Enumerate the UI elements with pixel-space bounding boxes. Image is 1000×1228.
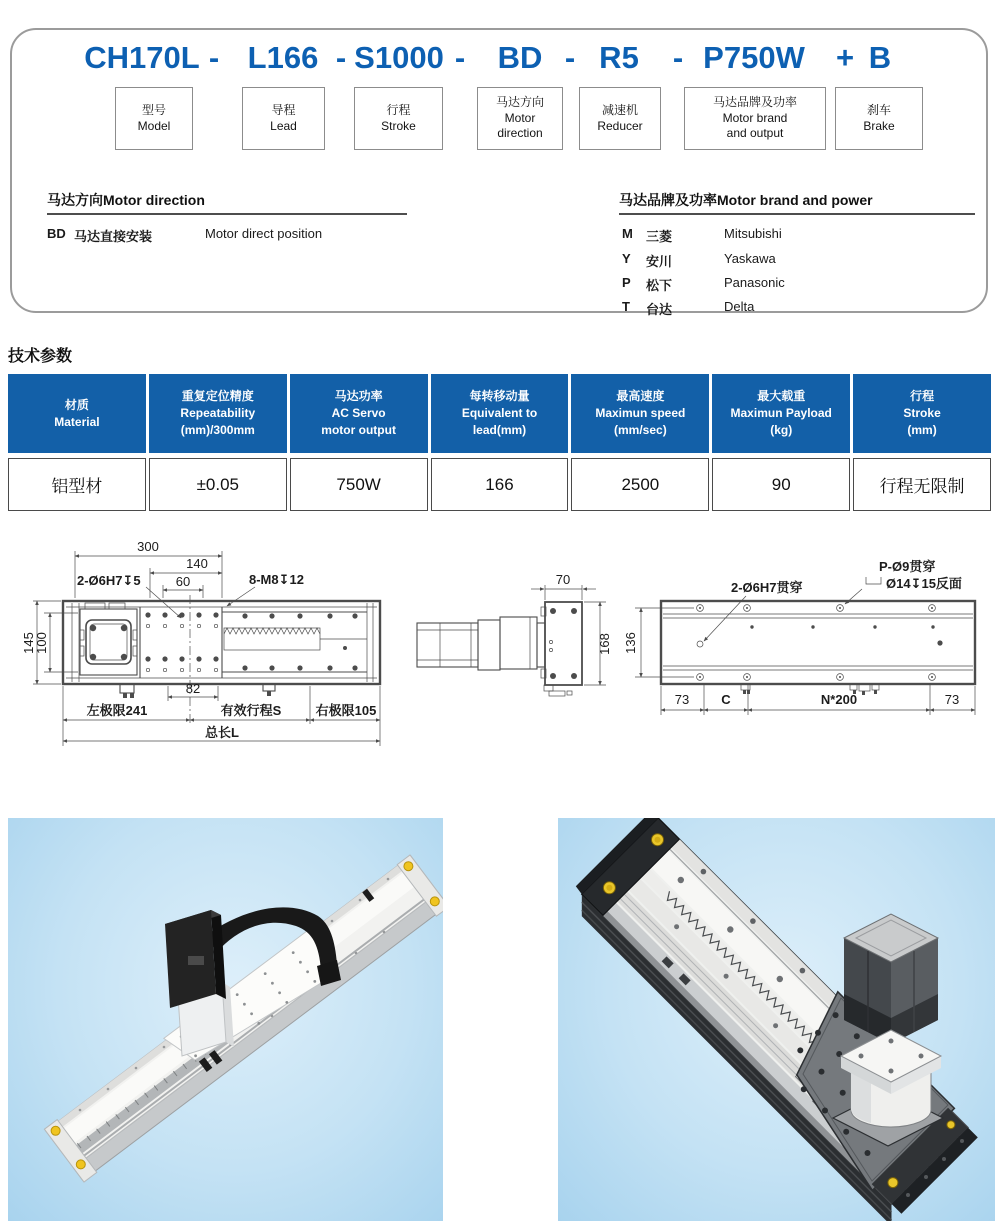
- brand-cn: 三菱: [646, 229, 673, 244]
- header-line: 材质: [64, 397, 89, 412]
- bumper-yellow: [888, 1178, 898, 1188]
- code-box-en: Lead: [270, 118, 297, 133]
- effective-stroke-label: 有效行程S: [220, 703, 282, 718]
- divider: [619, 213, 975, 215]
- header-lead-equivalent: [431, 374, 569, 453]
- rail-holes: [242, 613, 357, 670]
- cbore-label-2: Ø14↧15反面: [886, 576, 962, 591]
- header-line: motor output: [321, 422, 396, 437]
- code-box-en: Reducer: [597, 118, 643, 133]
- direction-code: BD: [47, 226, 66, 241]
- header-material: [8, 374, 146, 453]
- brand-en: Mitsubishi: [724, 226, 782, 241]
- header-line: 重复定位精度: [181, 389, 254, 404]
- model-separator: -: [564, 40, 576, 75]
- direction-cn: 马达直接安装: [74, 229, 153, 244]
- motor-body: [844, 914, 938, 1044]
- direction-en: Motor direct position: [205, 226, 323, 241]
- code-box-cn: 马达品牌及功率: [712, 95, 797, 110]
- model-code-card: [10, 28, 988, 317]
- model-segment-power: P750W: [703, 40, 805, 75]
- motor-direction-heading: 马达方向Motor direction: [47, 192, 205, 208]
- header-line: (mm/sec): [614, 422, 667, 437]
- code-box-brake: [835, 87, 923, 150]
- value-max-speed: 2500: [571, 458, 709, 511]
- value-motor-output: 750W: [290, 458, 428, 511]
- model-segment-reducer: R5: [599, 40, 639, 75]
- brand-code: T: [622, 299, 630, 314]
- model-segment-brake: B: [868, 40, 892, 75]
- brand-cn: 安川: [646, 254, 673, 269]
- specs-section-title: 技术参数: [8, 348, 73, 365]
- product-render-left: [8, 818, 443, 1221]
- dim-70: 70: [555, 572, 571, 587]
- brand-cn: 松下: [646, 278, 673, 293]
- header-max-payload: [712, 374, 850, 453]
- code-box-cn: 刹车: [866, 102, 891, 117]
- bumper-yellow: [947, 1121, 955, 1129]
- code-box-direction: [477, 87, 563, 150]
- model-separator: -: [335, 40, 347, 75]
- header-line: 最高速度: [616, 389, 665, 404]
- code-box-cn: 行程: [386, 102, 411, 117]
- brand-en: Delta: [724, 299, 755, 314]
- code-box-model: [115, 87, 193, 150]
- through-hole-label: 2-Ø6H7贯穿: [731, 580, 803, 595]
- header-line: AC Servo: [331, 406, 386, 421]
- header-line: 最大载重: [757, 389, 806, 404]
- dim-60: 60: [175, 574, 191, 589]
- code-box-stroke: [354, 87, 443, 150]
- header-line: Maximun speed: [595, 406, 686, 421]
- mount-holes: [697, 605, 943, 681]
- dim-82: 82: [185, 681, 201, 696]
- specs-table-row: [8, 458, 991, 511]
- brand-code: M: [622, 226, 633, 241]
- model-segment-direction: BD: [497, 40, 543, 75]
- code-box-en: Stroke: [381, 118, 416, 133]
- model-segment-stroke: S1000: [354, 40, 444, 75]
- header-line: lead(mm): [472, 422, 527, 437]
- right-limit-label: 右极限105: [315, 703, 377, 718]
- drawing-bottom-view: [623, 559, 975, 715]
- header-line: Stroke: [903, 406, 941, 421]
- header-line: (kg): [770, 422, 793, 437]
- dim-140: 140: [186, 556, 208, 571]
- model-segment-lead: L166: [247, 40, 319, 75]
- header-line: (mm): [907, 422, 937, 437]
- value-max-payload: 90: [712, 458, 850, 511]
- divider: [47, 213, 407, 215]
- code-box-cn: 型号: [141, 102, 166, 117]
- drawing-side-view: [417, 572, 612, 696]
- header-line: 每转移动量: [469, 389, 530, 404]
- carriage-holes: [145, 612, 218, 671]
- code-box-en: Motor direction: [497, 110, 543, 141]
- drawing-top-view: [21, 539, 380, 746]
- motor-black: [165, 910, 226, 1008]
- header-line: Repeatability: [180, 406, 256, 421]
- header-line: 行程: [910, 389, 935, 404]
- hole-label-m8: 8-M8↧12: [249, 572, 304, 587]
- header-repeatability: [149, 374, 287, 453]
- dim-300: 300: [137, 539, 159, 554]
- dim-136: 136: [623, 632, 638, 654]
- header-line: Material: [54, 414, 100, 429]
- code-box-reducer: [579, 87, 661, 150]
- rack-teeth: [224, 628, 320, 634]
- left-limit-label: 左极限241: [86, 703, 148, 718]
- dim-pitch: N*200: [820, 692, 858, 707]
- product-photo-right: [558, 818, 995, 1221]
- header-motor-output: [290, 374, 428, 453]
- header-line: 马达功率: [334, 389, 383, 404]
- motor-brand-heading: 马达品牌及功率Motor brand and power: [619, 192, 873, 208]
- code-box-en: Model: [137, 118, 171, 133]
- dim-168: 168: [597, 633, 612, 655]
- dim-73-right: 73: [944, 692, 960, 707]
- header-line: (mm)/300mm: [180, 422, 255, 437]
- brand-en: Yaskawa: [724, 251, 776, 266]
- value-repeatability: ±0.05: [149, 458, 287, 511]
- code-box-en: Brake: [863, 118, 895, 133]
- model-separator: -: [208, 40, 220, 75]
- product-render-right: [558, 818, 995, 1221]
- total-length-label: 总长L: [205, 725, 239, 740]
- product-photo-left: [8, 818, 443, 1221]
- brand-en: Panasonic: [724, 275, 785, 290]
- code-box-brand: [684, 87, 826, 150]
- specs-table-header: [8, 374, 991, 453]
- code-box-cn: 导程: [271, 102, 296, 117]
- value-lead: 166: [431, 458, 569, 511]
- code-box-en: Motor brand and output: [722, 110, 788, 141]
- dim-145: 145: [21, 632, 36, 654]
- header-max-speed: [571, 374, 709, 453]
- code-box-cn: 马达方向: [495, 95, 544, 110]
- dim-100: 100: [34, 632, 49, 654]
- header-line: Maximun Payload: [730, 406, 832, 421]
- value-stroke: 行程无限制: [853, 458, 991, 511]
- header-line: Equivalent to: [461, 406, 538, 421]
- code-box-lead: [242, 87, 325, 150]
- model-segment-model: CH170L: [84, 40, 200, 75]
- value-material: 铝型材: [8, 458, 146, 511]
- hole-label-6h7: 2-Ø6H7↧5: [77, 573, 141, 588]
- brand-code: Y: [622, 251, 631, 266]
- model-separator-plus: +: [835, 40, 855, 75]
- dimension-drawings: [0, 530, 1000, 765]
- header-stroke: [853, 374, 991, 453]
- model-separator: -: [454, 40, 466, 75]
- model-separator: -: [672, 40, 684, 75]
- brand-cn: 台达: [646, 302, 673, 317]
- dim-73-left: 73: [674, 692, 690, 707]
- dim-c: C: [721, 692, 731, 707]
- brand-code: P: [622, 275, 631, 290]
- cbore-label-1: P-Ø9贯穿: [879, 559, 936, 574]
- code-box-cn: 减速机: [601, 102, 638, 117]
